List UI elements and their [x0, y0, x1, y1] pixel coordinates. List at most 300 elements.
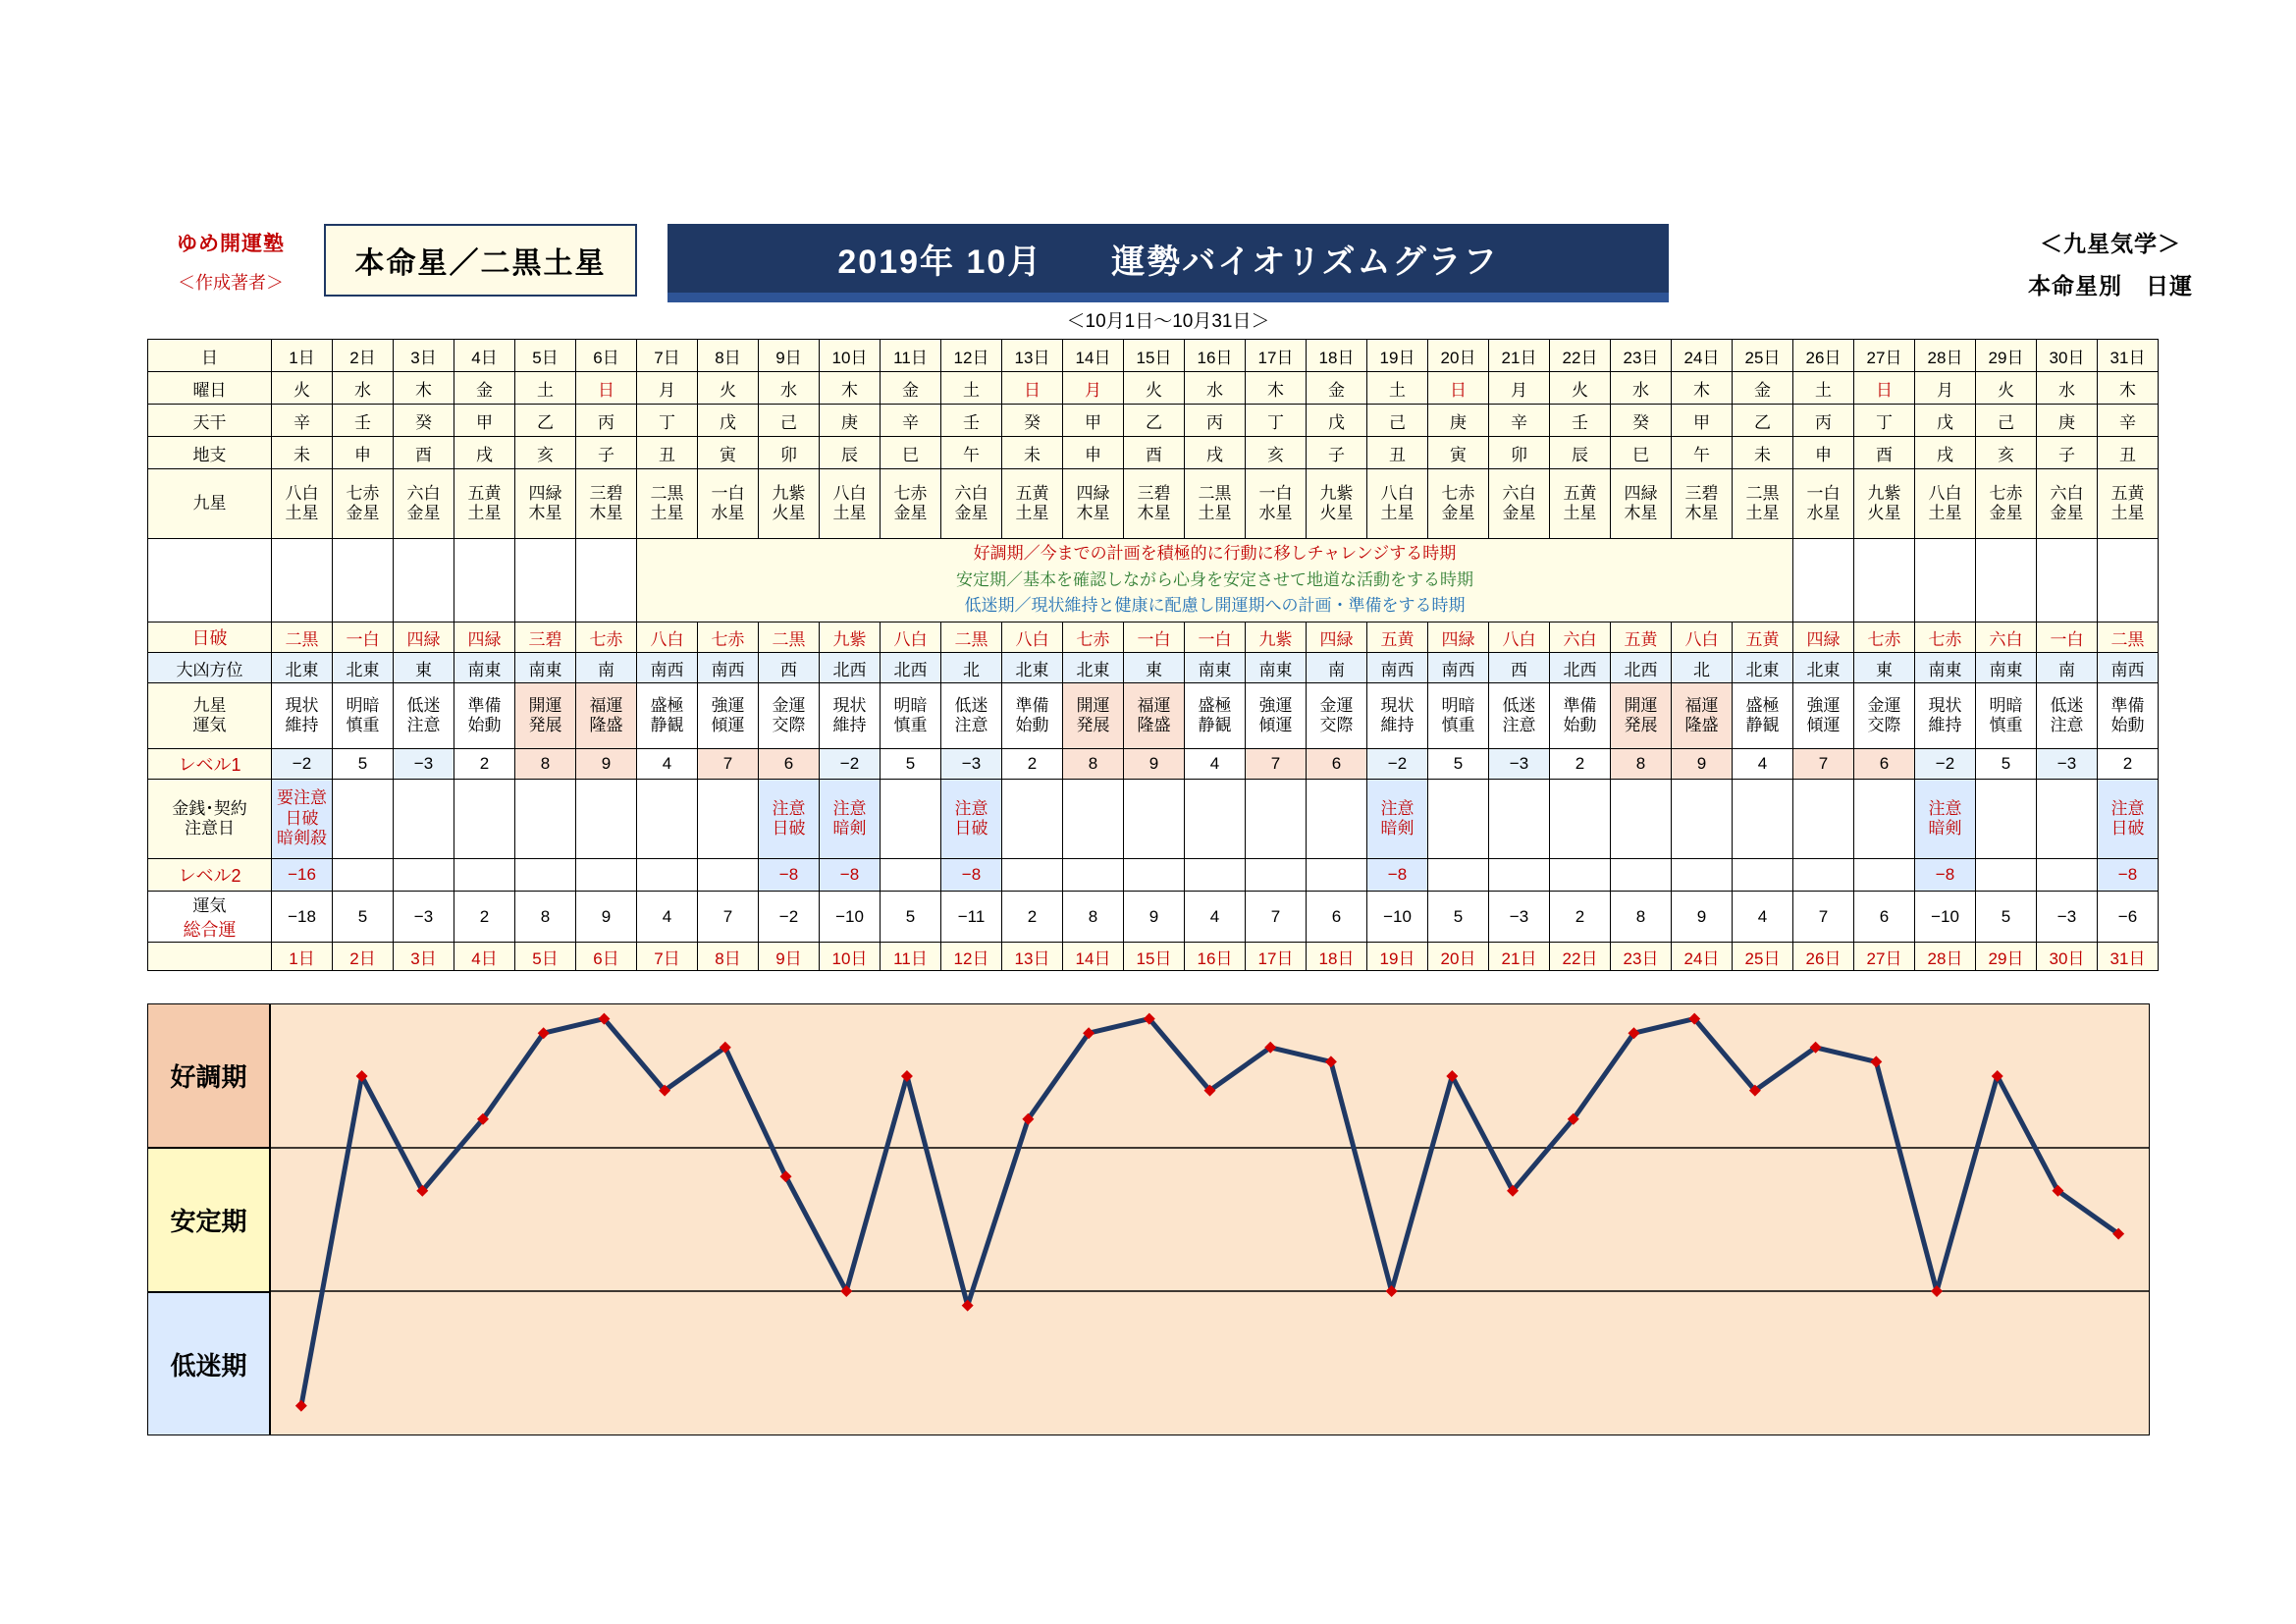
- page-title: 運勢バイオリズムグラフ: [1111, 243, 1499, 281]
- level2-cell: [1854, 859, 1915, 892]
- level1-cell: 5: [881, 749, 941, 780]
- tenkan-cell: 乙: [515, 405, 576, 437]
- nippa-cell: 二黒: [759, 623, 820, 653]
- total-days-cell: 10日: [820, 943, 881, 971]
- kyusei-cell: 六白 金星: [941, 469, 1002, 539]
- unki-cell: 現状 維持: [1915, 683, 1976, 749]
- unki-cell: 福運 隆盛: [1672, 683, 1733, 749]
- chishi-cell: 子: [2037, 437, 2098, 469]
- unki-cell: 福運 隆盛: [576, 683, 637, 749]
- unki-cell: 準備 始動: [1002, 683, 1063, 749]
- total-cell: 7: [698, 892, 759, 943]
- daikyo-cell: 西: [759, 653, 820, 683]
- weekday-cell: 金: [454, 372, 515, 405]
- legend-spacer: [2037, 539, 2098, 623]
- kane-cell: [1976, 780, 2037, 859]
- band-label-antei: 安定期: [147, 1148, 270, 1292]
- chishi-cell: 申: [1793, 437, 1854, 469]
- chishi-cell: 午: [1672, 437, 1733, 469]
- tenkan-cell: 戊: [698, 405, 759, 437]
- weekday-cell: 水: [333, 372, 394, 405]
- unki-cell: 現状 維持: [1367, 683, 1428, 749]
- day-cell: 27日: [1854, 340, 1915, 372]
- legend-spacer: [1915, 539, 1976, 623]
- unki-cell: 低迷 注意: [1489, 683, 1550, 749]
- chishi-cell: 辰: [820, 437, 881, 469]
- chishi-cell: 未: [1733, 437, 1793, 469]
- chishi-cell: 戌: [1915, 437, 1976, 469]
- kyusei-cell: 一白 水星: [1793, 469, 1854, 539]
- level1-cell: 2: [1550, 749, 1611, 780]
- daikyo-cell: 南西: [698, 653, 759, 683]
- total-cell: 9: [1124, 892, 1185, 943]
- total-days-cell: 20日: [1428, 943, 1489, 971]
- weekday-cell: 木: [1672, 372, 1733, 405]
- kane-cell: [1428, 780, 1489, 859]
- kyusei-cell: 九紫 火星: [1307, 469, 1367, 539]
- daikyo-cell: 東: [1854, 653, 1915, 683]
- kyusei-cell: 二黒 土星: [637, 469, 698, 539]
- level2-cell: [1185, 859, 1246, 892]
- kyusei-cell: 六白 金星: [1489, 469, 1550, 539]
- legend-spacer: [2098, 539, 2159, 623]
- total-days-cell: 7日: [637, 943, 698, 971]
- total-row: [148, 892, 2159, 943]
- unki-cell: 低迷 注意: [394, 683, 454, 749]
- chishi-cell: 酉: [1854, 437, 1915, 469]
- tenkan-cell: 庚: [820, 405, 881, 437]
- day-cell: 16日: [1185, 340, 1246, 372]
- chishi-cell: 丑: [2098, 437, 2159, 469]
- daikyo-cell: 南東: [454, 653, 515, 683]
- unki-label: 九星 運気: [148, 683, 272, 749]
- kane-cell: [1489, 780, 1550, 859]
- chishi-cell: 丑: [637, 437, 698, 469]
- weekday-cell: 土: [1793, 372, 1854, 405]
- daikyo-cell: 北: [1672, 653, 1733, 683]
- data-point: [295, 1400, 307, 1412]
- total-cell: 2: [1002, 892, 1063, 943]
- level2-cell: [1063, 859, 1124, 892]
- daikyo-label: 大凶方位: [148, 653, 272, 683]
- unki-cell: 盛極 静観: [637, 683, 698, 749]
- date-range: ＜10月1日～10月31日＞: [1066, 311, 1270, 332]
- daikyo-cell: 西: [1489, 653, 1550, 683]
- tenkan-cell: 壬: [941, 405, 1002, 437]
- daikyo-cell: 東: [1124, 653, 1185, 683]
- kane-row: [148, 780, 2159, 859]
- tenkan-cell: 乙: [1124, 405, 1185, 437]
- total-days-cell: 27日: [1854, 943, 1915, 971]
- level1-cell: 2: [454, 749, 515, 780]
- year-month: 2019年 10月: [837, 243, 1043, 281]
- nippa-cell: 八白: [1002, 623, 1063, 653]
- data-point: [962, 1300, 974, 1312]
- kyusei-cell: 一白 水星: [1246, 469, 1307, 539]
- chishi-cell: 亥: [1246, 437, 1307, 469]
- kane-cell: [1124, 780, 1185, 859]
- level1-cell: −2: [820, 749, 881, 780]
- unki-row: [148, 683, 2159, 749]
- unki-cell: 現状 維持: [272, 683, 333, 749]
- level2-cell: [454, 859, 515, 892]
- nippa-cell: 四緑: [1307, 623, 1367, 653]
- unki-cell: 開運 発展: [1611, 683, 1672, 749]
- kyusei-cell: 五黄 土星: [454, 469, 515, 539]
- weekday-row: [148, 372, 2159, 405]
- unki-cell: 盛極 静観: [1185, 683, 1246, 749]
- total-days-cell: 9日: [759, 943, 820, 971]
- kyusei-cell: 九紫 火星: [759, 469, 820, 539]
- level2-cell: [1489, 859, 1550, 892]
- daikyo-cell: 北東: [1002, 653, 1063, 683]
- chishi-cell: 卯: [759, 437, 820, 469]
- daikyo-cell: 南東: [1246, 653, 1307, 683]
- daikyo-row: [148, 653, 2159, 683]
- kane-cell: [1733, 780, 1793, 859]
- total-cell: 8: [515, 892, 576, 943]
- unki-cell: 開運 発展: [515, 683, 576, 749]
- unki-cell: 強運 傾運: [698, 683, 759, 749]
- daikyo-cell: 南西: [2098, 653, 2159, 683]
- level1-cell: −2: [272, 749, 333, 780]
- total-days-cell: 5日: [515, 943, 576, 971]
- total-cell: −18: [272, 892, 333, 943]
- daikyo-cell: 北東: [1063, 653, 1124, 683]
- legend-spacer: [394, 539, 454, 623]
- kyusei-cell: 九紫 火星: [1854, 469, 1915, 539]
- level2-row: [148, 859, 2159, 892]
- level2-cell: −8: [2098, 859, 2159, 892]
- kyusei-cell: 二黒 土星: [1733, 469, 1793, 539]
- day-cell: 3日: [394, 340, 454, 372]
- day-cell: 18日: [1307, 340, 1367, 372]
- kane-cell: [1185, 780, 1246, 859]
- nippa-cell: 四緑: [1793, 623, 1854, 653]
- legend-spacer: [1793, 539, 1854, 623]
- total-cell: −10: [820, 892, 881, 943]
- total-cell: 5: [881, 892, 941, 943]
- level1-cell: 9: [1124, 749, 1185, 780]
- level2-cell: [698, 859, 759, 892]
- tenkan-cell: 丙: [1793, 405, 1854, 437]
- level1-cell: 9: [1672, 749, 1733, 780]
- level2-cell: [1672, 859, 1733, 892]
- weekday-cell: 土: [941, 372, 1002, 405]
- chishi-cell: 午: [941, 437, 1002, 469]
- weekday-label: 曜日: [148, 372, 272, 405]
- kyusei-cell: 五黄 土星: [1002, 469, 1063, 539]
- weekday-cell: 水: [759, 372, 820, 405]
- band-label-kouchou: 好調期: [147, 1003, 270, 1148]
- kyusei-cell: 一白 水星: [698, 469, 759, 539]
- tenkan-cell: 丙: [1185, 405, 1246, 437]
- kane-cell: 注意 暗剣: [1915, 780, 1976, 859]
- chishi-cell: 申: [333, 437, 394, 469]
- category-nichiun: 本命星別 日運: [2028, 273, 2193, 298]
- total-days-cell: 15日: [1124, 943, 1185, 971]
- daikyo-cell: 北東: [272, 653, 333, 683]
- chishi-cell: 申: [1063, 437, 1124, 469]
- tenkan-cell: 壬: [333, 405, 394, 437]
- daikyo-cell: 東: [394, 653, 454, 683]
- tenkan-cell: 乙: [1733, 405, 1793, 437]
- level2-cell: −8: [1915, 859, 1976, 892]
- daikyo-cell: 北西: [820, 653, 881, 683]
- level2-cell: [1793, 859, 1854, 892]
- nippa-cell: 五黄: [1611, 623, 1672, 653]
- data-point: [1325, 1056, 1337, 1067]
- total-days-label: [148, 943, 272, 971]
- level2-cell: [1307, 859, 1367, 892]
- unki-cell: 強運 傾運: [1793, 683, 1854, 749]
- kyusei-cell: 六白 金星: [394, 469, 454, 539]
- day-cell: 17日: [1246, 340, 1307, 372]
- legend-spacer: [272, 539, 333, 623]
- kyusei-cell: 七赤 金星: [333, 469, 394, 539]
- day-cell: 28日: [1915, 340, 1976, 372]
- level1-cell: 5: [1976, 749, 2037, 780]
- total-cell: −3: [394, 892, 454, 943]
- daikyo-cell: 北: [941, 653, 1002, 683]
- nippa-label: 日破: [148, 623, 272, 653]
- tenkan-cell: 己: [759, 405, 820, 437]
- total-days-cell: 25日: [1733, 943, 1793, 971]
- tenkan-cell: 丁: [1246, 405, 1307, 437]
- kyusei-cell: 八白 土星: [1367, 469, 1428, 539]
- total-cell: −10: [1367, 892, 1428, 943]
- level2-cell: [1733, 859, 1793, 892]
- daikyo-cell: 北西: [1550, 653, 1611, 683]
- kane-cell: 注意 日破: [941, 780, 1002, 859]
- level2-cell: [1002, 859, 1063, 892]
- total-cell: 2: [454, 892, 515, 943]
- weekday-cell: 火: [1124, 372, 1185, 405]
- data-point: [1870, 1056, 1882, 1067]
- kyusei-cell: 四緑 木星: [1611, 469, 1672, 539]
- level1-cell: 4: [637, 749, 698, 780]
- level1-cell: 8: [1611, 749, 1672, 780]
- level1-row: [148, 749, 2159, 780]
- data-point: [901, 1070, 913, 1082]
- nippa-cell: 五黄: [1733, 623, 1793, 653]
- level1-cell: 4: [1185, 749, 1246, 780]
- kane-cell: [1672, 780, 1733, 859]
- total-days-cell: 30日: [2037, 943, 2098, 971]
- total-days-row: [148, 943, 2159, 971]
- weekday-cell: 木: [2098, 372, 2159, 405]
- weekday-cell: 土: [1367, 372, 1428, 405]
- total-days-cell: 18日: [1307, 943, 1367, 971]
- total-cell: 7: [1246, 892, 1307, 943]
- weekday-cell: 木: [820, 372, 881, 405]
- day-cell: 26日: [1793, 340, 1854, 372]
- weekday-cell: 月: [637, 372, 698, 405]
- tenkan-cell: 壬: [1550, 405, 1611, 437]
- chishi-cell: 亥: [515, 437, 576, 469]
- tenkan-cell: 己: [1367, 405, 1428, 437]
- biorhythm-graph: [147, 1003, 2150, 1435]
- day-cell: 23日: [1611, 340, 1672, 372]
- day-cell: 8日: [698, 340, 759, 372]
- daikyo-cell: 南: [1307, 653, 1367, 683]
- level1-cell: 8: [1063, 749, 1124, 780]
- chishi-cell: 巳: [1611, 437, 1672, 469]
- total-cell: −6: [2098, 892, 2159, 943]
- unki-cell: 準備 始動: [2098, 683, 2159, 749]
- title-underbar: [667, 293, 1669, 302]
- day-cell: 25日: [1733, 340, 1793, 372]
- nippa-cell: 二黒: [272, 623, 333, 653]
- weekday-cell: 日: [576, 372, 637, 405]
- kane-label: 金銭･契約 注意日: [148, 780, 272, 859]
- kyusei-cell: 二黒 土星: [1185, 469, 1246, 539]
- total-days-cell: 22日: [1550, 943, 1611, 971]
- level1-cell: 9: [576, 749, 637, 780]
- tenkan-cell: 丁: [637, 405, 698, 437]
- weekday-cell: 火: [698, 372, 759, 405]
- total-days-cell: 8日: [698, 943, 759, 971]
- nippa-cell: 一白: [2037, 623, 2098, 653]
- total-days-cell: 31日: [2098, 943, 2159, 971]
- daikyo-cell: 北西: [1611, 653, 1672, 683]
- total-days-cell: 13日: [1002, 943, 1063, 971]
- unki-cell: 低迷 注意: [941, 683, 1002, 749]
- honmei-label: 本命星／二黒土星: [354, 247, 607, 280]
- level2-cell: [1976, 859, 2037, 892]
- total-cell: 5: [1976, 892, 2037, 943]
- daikyo-cell: 南東: [1185, 653, 1246, 683]
- unki-cell: 盛極 静観: [1733, 683, 1793, 749]
- total-days-cell: 12日: [941, 943, 1002, 971]
- chishi-cell: 巳: [881, 437, 941, 469]
- level2-cell: [637, 859, 698, 892]
- kyusei-cell: 七赤 金星: [1428, 469, 1489, 539]
- day-cell: 1日: [272, 340, 333, 372]
- total-days-cell: 26日: [1793, 943, 1854, 971]
- chishi-cell: 戌: [454, 437, 515, 469]
- weekday-cell: 金: [1733, 372, 1793, 405]
- weekday-cell: 日: [1428, 372, 1489, 405]
- kane-cell: [333, 780, 394, 859]
- level1-cell: −3: [2037, 749, 2098, 780]
- kyusei-cell: 四緑 木星: [515, 469, 576, 539]
- tenkan-cell: 癸: [394, 405, 454, 437]
- day-cell: 13日: [1002, 340, 1063, 372]
- tenkan-cell: 丙: [576, 405, 637, 437]
- nippa-cell: 八白: [637, 623, 698, 653]
- kyusei-cell: 四緑 木星: [1063, 469, 1124, 539]
- level1-cell: 2: [2098, 749, 2159, 780]
- total-days-cell: 17日: [1246, 943, 1307, 971]
- level2-cell: [881, 859, 941, 892]
- legend-left-spacer: [148, 539, 272, 623]
- unki-cell: 明暗 慎重: [881, 683, 941, 749]
- title-bar: [667, 224, 1669, 293]
- level1-cell: 8: [515, 749, 576, 780]
- kane-cell: [1307, 780, 1367, 859]
- tenkan-cell: 辛: [881, 405, 941, 437]
- nippa-cell: 六白: [1976, 623, 2037, 653]
- tenkan-cell: 己: [1976, 405, 2037, 437]
- kyusei-cell: 八白 土星: [820, 469, 881, 539]
- level1-cell: 5: [1428, 749, 1489, 780]
- kane-cell: [1854, 780, 1915, 859]
- level1-cell: 5: [333, 749, 394, 780]
- day-cell: 2日: [333, 340, 394, 372]
- total-days-cell: 14日: [1063, 943, 1124, 971]
- chishi-cell: 酉: [394, 437, 454, 469]
- chishi-cell: 酉: [1124, 437, 1185, 469]
- kane-cell: [1611, 780, 1672, 859]
- tenkan-cell: 辛: [1489, 405, 1550, 437]
- level1-cell: 7: [1793, 749, 1854, 780]
- total-cell: 6: [1854, 892, 1915, 943]
- tenkan-cell: 戊: [1307, 405, 1367, 437]
- nippa-cell: 四緑: [394, 623, 454, 653]
- kane-cell: [1002, 780, 1063, 859]
- unki-cell: 金運 交際: [1854, 683, 1915, 749]
- legend-spacer: [576, 539, 637, 623]
- kane-cell: [698, 780, 759, 859]
- data-point: [1931, 1285, 1943, 1297]
- legend-row: [148, 539, 2159, 623]
- daikyo-cell: 南東: [1915, 653, 1976, 683]
- level2-cell: [394, 859, 454, 892]
- day-cell: 5日: [515, 340, 576, 372]
- kyusei-cell: 八白 土星: [272, 469, 333, 539]
- tenkan-cell: 辛: [272, 405, 333, 437]
- daikyo-cell: 北東: [1793, 653, 1854, 683]
- nippa-cell: 五黄: [1367, 623, 1428, 653]
- nippa-cell: 七赤: [698, 623, 759, 653]
- graph-plot-area: [270, 1003, 2150, 1435]
- nippa-cell: 二黒: [2098, 623, 2159, 653]
- kane-cell: [1063, 780, 1124, 859]
- chishi-row: [148, 437, 2159, 469]
- tenkan-cell: 辛: [2098, 405, 2159, 437]
- nippa-cell: 八白: [1489, 623, 1550, 653]
- kane-cell: [454, 780, 515, 859]
- weekday-cell: 水: [2037, 372, 2098, 405]
- nippa-cell: 六白: [1550, 623, 1611, 653]
- weekday-cell: 火: [1976, 372, 2037, 405]
- level2-cell: [576, 859, 637, 892]
- day-cell: 12日: [941, 340, 1002, 372]
- daikyo-cell: 南西: [1367, 653, 1428, 683]
- chishi-cell: 寅: [698, 437, 759, 469]
- total-days-cell: 24日: [1672, 943, 1733, 971]
- unki-cell: 低迷 注意: [2037, 683, 2098, 749]
- nippa-cell: 四緑: [1428, 623, 1489, 653]
- unki-cell: 明暗 慎重: [333, 683, 394, 749]
- level1-cell: −2: [1915, 749, 1976, 780]
- day-cell: 21日: [1489, 340, 1550, 372]
- day-cell: 29日: [1976, 340, 2037, 372]
- level1-label: レベル1: [148, 749, 272, 780]
- weekday-cell: 金: [1307, 372, 1367, 405]
- day-cell: 22日: [1550, 340, 1611, 372]
- total-cell: 4: [1185, 892, 1246, 943]
- kyusei-cell: 七赤 金星: [881, 469, 941, 539]
- level2-cell: [1550, 859, 1611, 892]
- day-cell: 31日: [2098, 340, 2159, 372]
- weekday-cell: 月: [1063, 372, 1124, 405]
- total-days-cell: 3日: [394, 943, 454, 971]
- weekday-cell: 日: [1002, 372, 1063, 405]
- tenkan-cell: 庚: [2037, 405, 2098, 437]
- chishi-cell: 辰: [1550, 437, 1611, 469]
